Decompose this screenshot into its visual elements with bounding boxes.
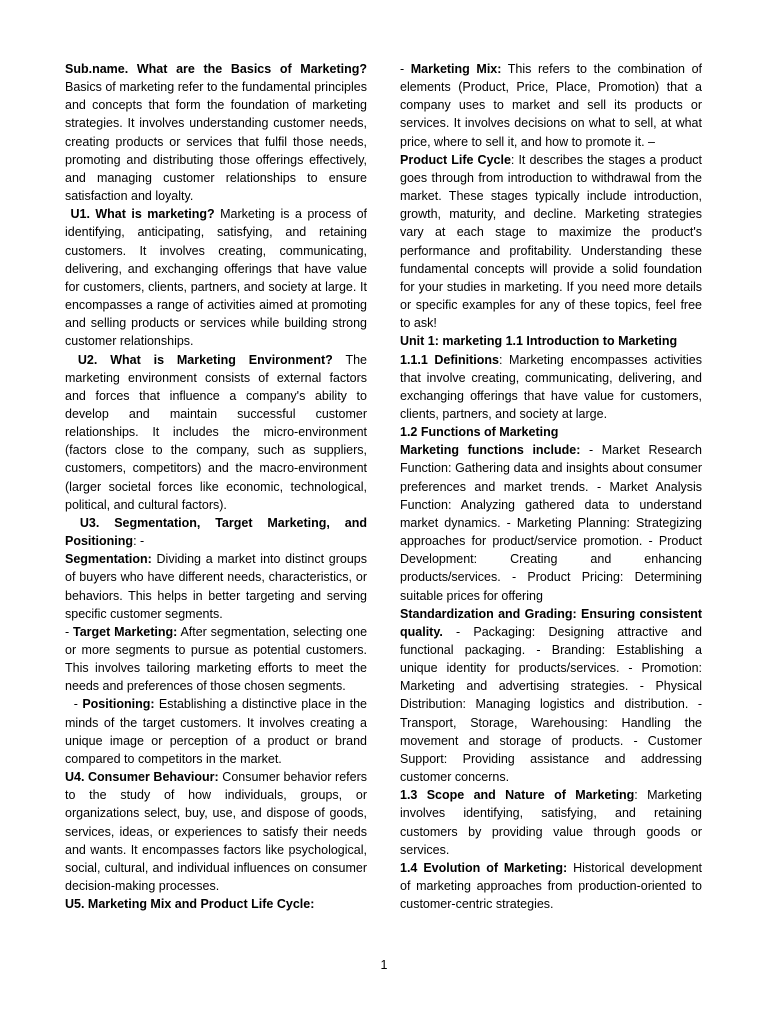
evolution-paragraph xyxy=(400,859,702,913)
u5-heading: U5. Marketing Mix and Product Life Cycle: xyxy=(65,897,315,912)
marketing-mix-lead: - xyxy=(400,62,411,76)
marketing-mix-heading: Marketing Mix: xyxy=(410,62,502,76)
u2-text: The marketing environment consists of external factors and forces that influence a company's ability to develop and maintain successful customer relationships. It includes the micro-environment (factors close to the company, such as suppliers, customers, competitors) and the macro-environment (larger societal forces like economic, technological, political, and cultural factors). xyxy=(65,352,368,512)
functions-title: 1.2 Functions of Marketing xyxy=(400,425,559,440)
standardization-text: - Packaging: Designing attractive and functional packaging. - Branding: Establishing a unique identity for products/services. - Promotion: Marketing and advertising strategies. - Physical Distribution: Managing logistics and distribution. - Transport, Storage, Warehousing: Handling the movement and storage of products. - Customer Support: Providing assistance and addressing customer concerns. xyxy=(400,624,702,785)
u4-paragraph xyxy=(65,768,367,895)
segmentation-paragraph xyxy=(65,550,367,623)
positioning-paragraph xyxy=(65,695,367,768)
positioning-text: Establishing a distinctive place in the minds of the target customers. It involves creating a unique image or perception of a product or brand compared to competitors in the market. xyxy=(65,697,368,766)
definitions-paragraph xyxy=(400,351,702,424)
u4-text: Consumer behavior refers to the study of how individuals, groups, or organizations select, buy, use, and dispose of goods, services, ideas, or experiences to satisfy their needs and wants. It encompasses factors like psychological, social, cultural, and individual influences on consumer decision-making processes. xyxy=(65,770,367,894)
scope-heading: 1.3 Scope and Nature of Marketing xyxy=(400,788,635,803)
u1-paragraph xyxy=(65,205,367,350)
unit1-heading-paragraph xyxy=(400,332,702,350)
product-life-cycle-text: : It describes the stages a product goes through from introduction to withdrawal from the market. These stages typically include introduction, growth, maturity, and decline. Marketing strategies vary at each stage to maximize the product's performance and profitability. Understanding these fundamental concepts will provide a solid foundation for your studies in marketing. If you need more details or specific examples for any of these topics, feel free to ask! xyxy=(400,152,703,331)
evolution-text: Historical development of marketing approaches from production-oriented to customer-centric strategies. xyxy=(400,860,702,912)
u2-heading: U2. What is Marketing Environment? xyxy=(77,352,333,367)
u3-heading: U3. Segmentation, Target Marketing, and Positioning xyxy=(65,515,367,549)
positioning-lead: - xyxy=(69,697,83,712)
positioning-heading: Positioning: xyxy=(82,697,155,712)
u1-text: Marketing is a process of identifying, anticipating, satisfying, and retaining customers. It involves creating, communicating, delivering, and exchanging offerings that have value for customers, clients, partners, and society at large. It encompasses a range of activities aimed at promoting and selling products or services while building strong customer relationships. xyxy=(65,207,367,349)
intro-heading: Sub.name. What are the Basics of Marketing? xyxy=(65,62,367,76)
functions-paragraph xyxy=(400,441,702,604)
functions-text: - Market Research Function: Gathering data and insights about consumer preferences and market trends. - Market Analysis Function: Analyzing gathered data to understand market dynamics. - Marketing Planning: Strategizing approaches for product/service promotion. - Product Development: Creating and enhancing products/services. - Product Pricing: Determining suitable prices for offering xyxy=(400,443,702,603)
evolution-heading: 1.4 Evolution of Marketing: xyxy=(400,860,568,875)
u3-paragraph xyxy=(65,514,367,550)
intro-paragraph xyxy=(65,60,367,205)
segmentation-text: Dividing a market into distinct groups of buyers who have different needs, characteristics, or behaviors. This helps in better targeting and serving specific customer segments. xyxy=(65,552,367,621)
right-column xyxy=(400,60,702,913)
functions-heading: Marketing functions include: xyxy=(400,443,581,458)
unit1-heading: Unit 1: marketing 1.1 Introduction to Marketing xyxy=(400,334,678,349)
product-life-cycle-paragraph xyxy=(400,151,702,333)
u1-heading: U1. What is marketing? xyxy=(70,207,215,222)
standardization-heading: Standardization and Grading: Ensuring consistent quality. xyxy=(400,606,702,639)
page-number: 1 xyxy=(380,958,388,972)
u3-tail: : - xyxy=(133,534,145,549)
left-column xyxy=(65,60,367,913)
u5-paragraph xyxy=(65,895,367,913)
scope-paragraph xyxy=(400,786,702,859)
functions-title-paragraph xyxy=(400,423,702,441)
target-marketing-lead: - xyxy=(65,624,73,639)
definitions-heading: 1.1.1 Definitions xyxy=(400,352,499,367)
target-marketing-heading: Target Marketing: xyxy=(73,624,178,639)
target-marketing-text: After segmentation, selecting one or more segments to pursue as potential customers. This involves tailoring marketing efforts to meet the needs and preferences of those chosen segments. xyxy=(65,624,368,694)
marketing-mix-text: This refers to the combination of elements (Product, Price, Place, Promotion) that a company uses to market and sell its products or services. It involves decisions on what to sell, at what price, where to sell it, and how to promote it. – xyxy=(400,62,703,149)
u4-heading: U4. Consumer Behaviour: xyxy=(65,770,219,785)
definitions-text: : Marketing encompasses activities that involve creating, communicating, delivering, and exchanging offerings that have value for customers, clients, partners, and society at large. xyxy=(400,352,702,421)
target-marketing-paragraph xyxy=(65,623,367,696)
intro-text: Basics of marketing refer to the fundamental principles and concepts that form the foundation of marketing strategies. It involves understanding customer needs, creating products or services that fulfil those needs, promoting and distributing those offerings effectively, and managing customer relationships to ensure satisfaction and loyalty. xyxy=(65,80,367,204)
standardization-paragraph xyxy=(400,605,702,787)
u2-paragraph xyxy=(65,351,367,514)
scope-text: : Marketing involves identifying, satisfying, and retaining customers by providing value through goods or services. xyxy=(400,788,702,857)
marketing-mix-paragraph xyxy=(400,60,702,151)
segmentation-heading: Segmentation: xyxy=(65,552,152,567)
product-life-cycle-heading: Product Life Cycle xyxy=(400,152,511,167)
